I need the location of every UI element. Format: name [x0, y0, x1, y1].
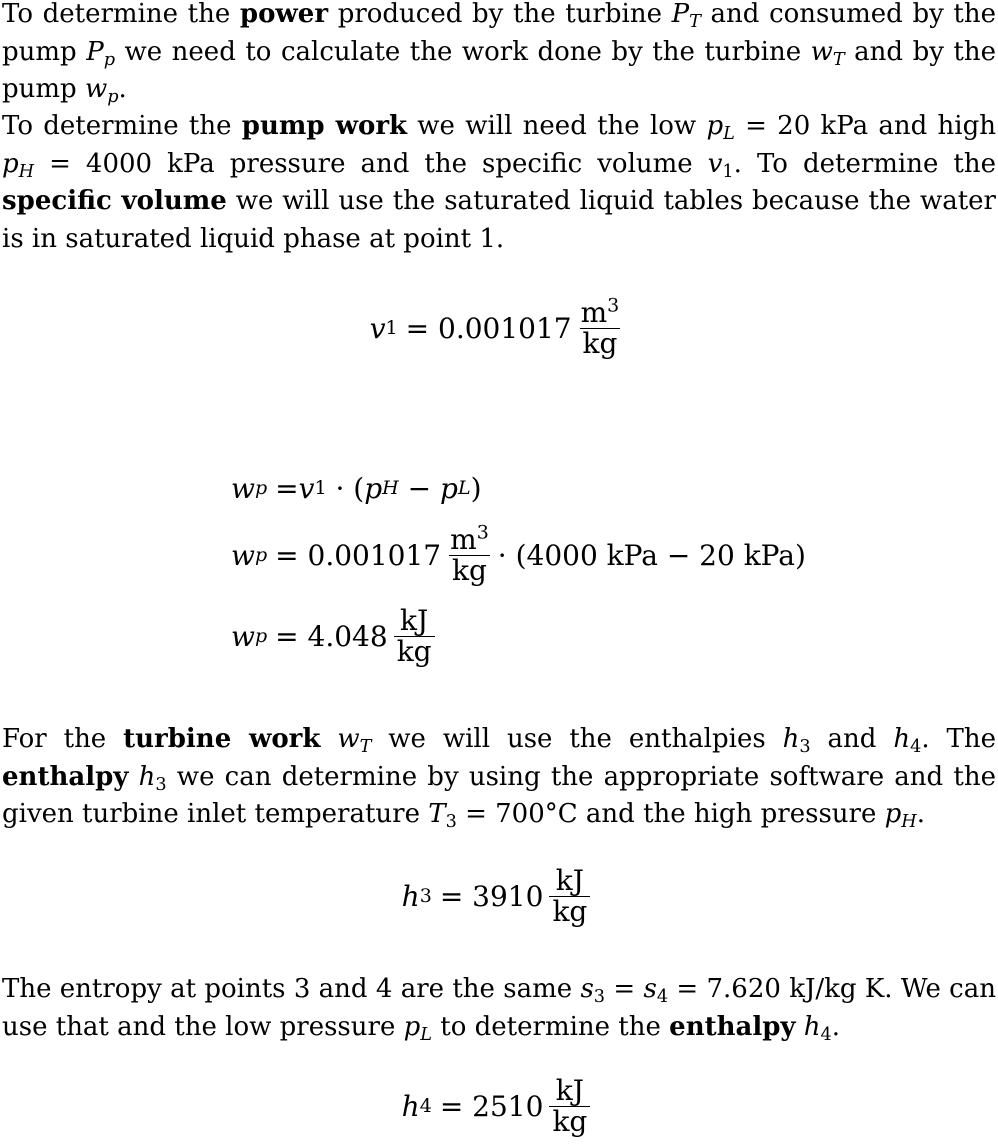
symbol: h	[782, 724, 800, 754]
fraction-numerator: kJ	[555, 1073, 584, 1107]
text: = 20 kPa and high	[734, 111, 996, 141]
equation-enthalpy-h3: h 3 = 3910 $\frac{kJ}{kg}$	[0, 858, 998, 934]
text: To determine the	[2, 111, 242, 141]
symbol: v	[707, 148, 723, 179]
text: . To determine the	[733, 148, 996, 179]
subscript: p	[107, 86, 119, 107]
text: =	[275, 471, 299, 505]
symbol: T	[428, 799, 446, 829]
fraction	[549, 863, 590, 928]
text	[320, 724, 337, 754]
symbol: P	[86, 36, 104, 67]
symbol: p	[706, 111, 724, 141]
text: we will use the saturated liquid tables because the water is in saturated liquid phase at point 1.	[2, 186, 996, 254]
subscript: 1	[722, 161, 734, 182]
text	[128, 762, 138, 792]
symbol: w	[231, 471, 255, 505]
bold-term-turbine-work: turbine work	[123, 724, 321, 754]
text: = 4.048	[275, 619, 388, 653]
paragraph-turbine-work	[2, 721, 996, 834]
bold-term-enthalpy: enthalpy	[669, 1011, 796, 1042]
symbol: v	[369, 311, 386, 345]
fraction-numerator: kJ	[400, 603, 429, 637]
symbol: w	[810, 36, 833, 67]
equation-pump-work-substitution: w p = 0.001017 $\frac{m^3}{kg}$ · (4000 kPa − 20 kPa)	[231, 521, 806, 587]
text: we will need the low	[407, 111, 707, 141]
symbol: w	[84, 74, 108, 104]
text: . The	[921, 724, 996, 754]
subscript: H	[901, 811, 917, 832]
subscript: 3	[799, 736, 811, 757]
text: we need to calculate the work done by the turbine	[115, 36, 811, 67]
symbol: h	[401, 879, 420, 913]
symbol: s	[643, 974, 657, 1004]
unit: m	[450, 522, 477, 556]
subscript: 3	[155, 774, 167, 795]
fraction-denominator: kg	[580, 328, 621, 359]
fraction-denominator: kg	[549, 1106, 590, 1137]
text: = 0.001017	[275, 538, 442, 572]
text: = 700°C and the high pressure	[456, 799, 885, 829]
paragraph-pump-work	[2, 108, 996, 258]
equation-specific-volume: v 1 = 0.001017 $\frac{m^3}{kg}$	[0, 290, 998, 366]
text: · (4000 kPa − 20 kPa)	[497, 538, 806, 572]
equation-rhs: = 2510	[439, 1089, 544, 1123]
text: = 4000 kPa pressure and the specific volume	[34, 148, 708, 179]
text: and by the pump	[2, 36, 996, 104]
text	[796, 1012, 804, 1042]
subscript: 4	[820, 1024, 832, 1045]
subscript: T	[359, 736, 372, 757]
subscript: H	[18, 161, 35, 182]
symbol: h	[803, 1011, 821, 1042]
symbol: w	[231, 538, 255, 572]
bold-term-pump-work: pump work	[241, 111, 408, 141]
bold-term-specific-volume: specific volume	[2, 186, 227, 216]
symbol: h	[401, 1089, 420, 1123]
symbol: h	[893, 724, 911, 754]
equation-enthalpy-h4: h 4 = 2510 $\frac{kJ}{kg}$	[0, 1068, 998, 1144]
subscript: 4	[656, 986, 669, 1007]
text: .	[916, 799, 925, 829]
text: we can determine by using the appropriate software and the given turbine inlet temperature	[2, 761, 996, 829]
symbol: h	[138, 761, 156, 792]
fraction-denominator: kg	[449, 555, 490, 586]
fraction-denominator: kg	[549, 896, 590, 927]
subscript: L	[723, 123, 735, 144]
fraction-numerator	[447, 521, 492, 556]
text: The entropy at points 3 and 4 are the same	[2, 974, 581, 1004]
symbol: w	[337, 724, 360, 754]
text: )	[470, 471, 482, 505]
superscript: 3	[607, 294, 620, 317]
text: to determine the	[432, 1011, 670, 1042]
fraction-numerator	[578, 294, 623, 329]
subscript: L	[420, 1024, 433, 1045]
symbol: p	[2, 148, 19, 179]
symbol: p	[440, 471, 458, 505]
text: and consumed by the pump	[2, 0, 997, 67]
text: To determine the	[2, 0, 240, 29]
fraction-numerator: kJ	[555, 863, 584, 897]
text: produced by the turbine	[328, 0, 672, 29]
fraction-denominator: kg	[394, 636, 435, 667]
symbol: v	[298, 471, 315, 505]
symbol: s	[580, 974, 594, 1004]
paragraph-power-intro	[2, 0, 996, 109]
superscript: 3	[476, 521, 489, 544]
fraction	[394, 603, 435, 668]
subscript: T	[832, 49, 845, 70]
text: · (	[326, 471, 365, 505]
symbol: p	[403, 1011, 421, 1042]
text: = 7.620 kJ/kg K. We can use that and the low pressure	[2, 974, 996, 1042]
text: For the	[2, 724, 124, 754]
text: and	[810, 724, 894, 754]
symbol: p	[884, 799, 902, 829]
subscript: T	[689, 11, 701, 32]
symbol: p	[364, 471, 383, 505]
unit: m	[580, 295, 608, 329]
text: we will use the enthalpies	[371, 724, 783, 754]
text: .	[831, 1011, 841, 1042]
text: =	[605, 974, 644, 1004]
fraction	[578, 294, 623, 360]
subscript: 3	[445, 811, 457, 832]
subscript: 3	[593, 986, 606, 1007]
fraction	[549, 1073, 590, 1138]
equation-rhs: = 0.001017	[405, 311, 572, 345]
equation-pump-work-formula: w p = v 1 · ( p H − p L )	[231, 471, 482, 505]
equation-rhs: = 3910	[439, 879, 544, 913]
paragraph-entropy	[2, 971, 996, 1046]
subscript: 4	[910, 736, 922, 757]
symbol: w	[231, 619, 255, 653]
symbol: P	[671, 0, 690, 29]
bold-term-power: power	[239, 0, 329, 29]
text: .	[118, 74, 127, 104]
fraction	[447, 521, 492, 587]
text: −	[398, 471, 440, 505]
bold-term-enthalpy: enthalpy	[2, 761, 129, 792]
subscript: p	[103, 49, 116, 70]
equation-pump-work-result: w p = 4.048 $\frac{kJ}{kg}$	[231, 598, 441, 674]
